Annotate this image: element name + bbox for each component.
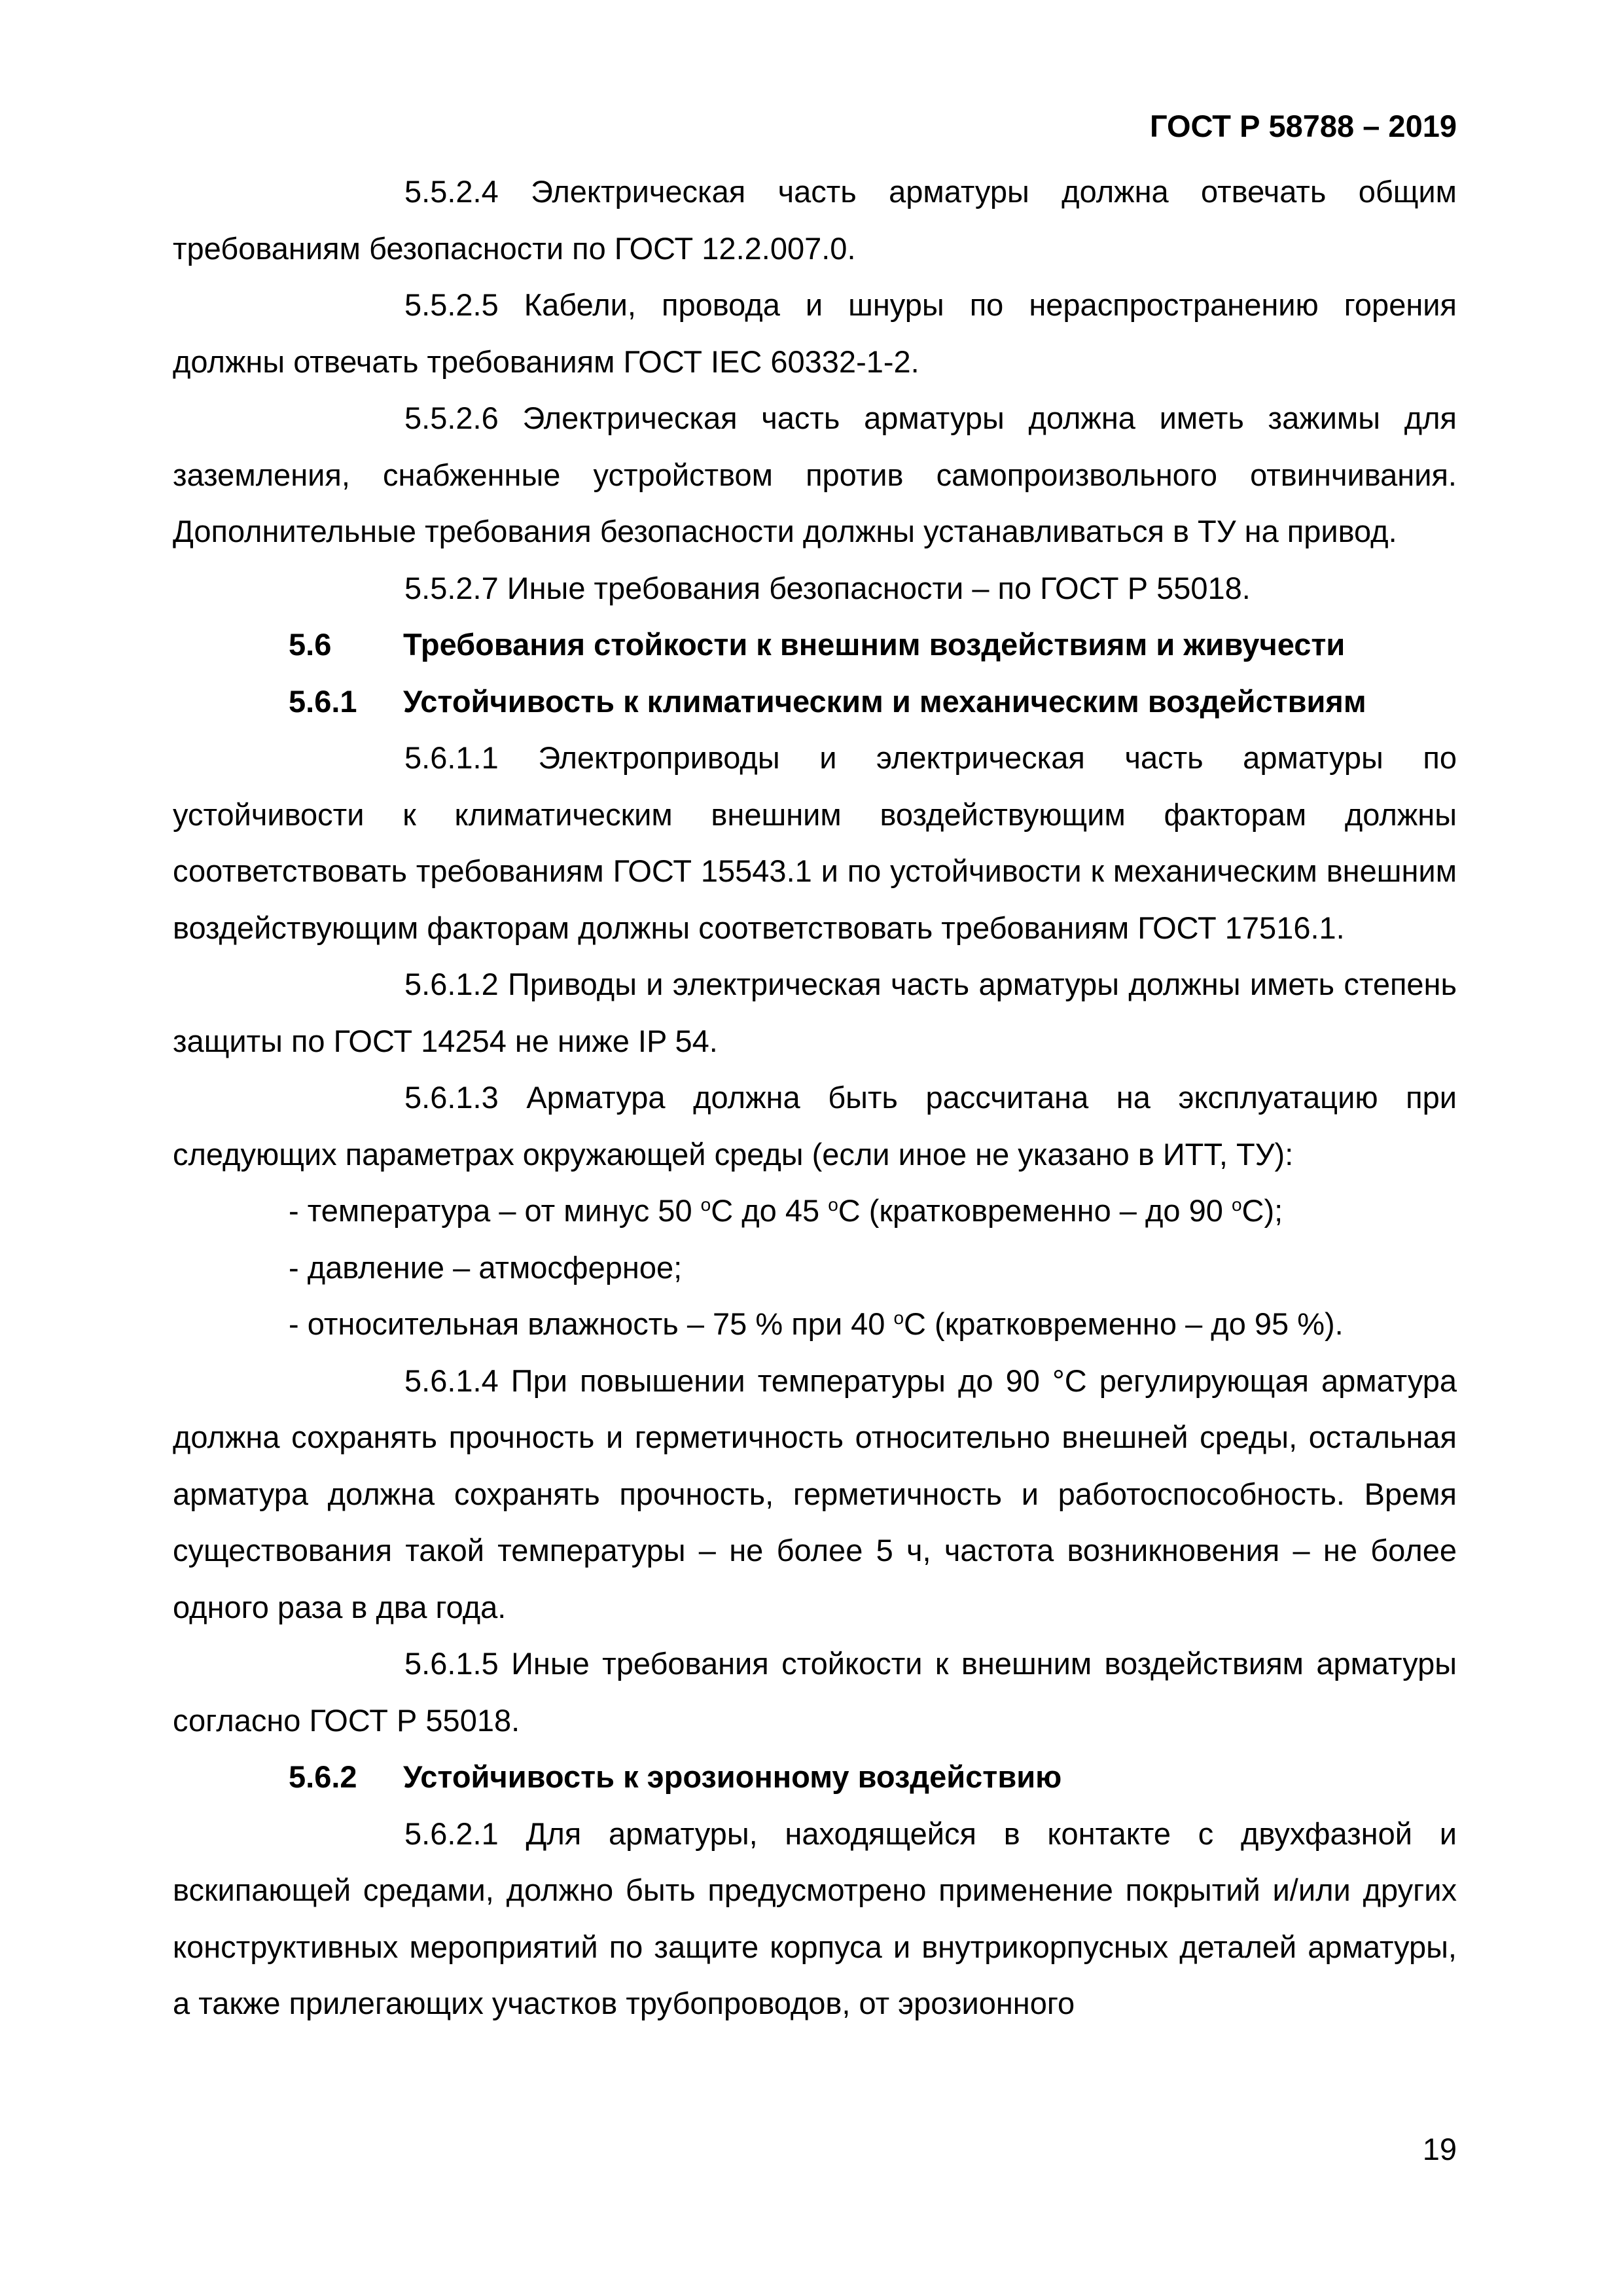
list-item-pressure: [173, 1240, 1457, 1297]
degree-sign: о: [828, 1194, 838, 1215]
clause-number: 5.6.2.1: [404, 1816, 499, 1851]
section-number: 5.6.1: [289, 683, 357, 719]
list-text: С);: [1241, 1193, 1283, 1228]
clause-text: Электрическая часть арматуры должна иметь зажимы для заземления, снабженные устройством против самопроизвольного отвинчивания. Дополнительные требования безопасности должны устанавливаться в ТУ на привод.: [173, 401, 1457, 548]
list-text: С (кратковременно – до 95 %).: [904, 1306, 1344, 1341]
section-number: 5.6: [289, 627, 332, 662]
section-title: Требования стойкости к внешним воздействиям и живучести: [403, 627, 1346, 662]
clause-number: 5.6.1.4: [404, 1363, 499, 1398]
list-text: - давление – атмосферное;: [289, 1249, 683, 1285]
clause-text: Приводы и электрическая часть арматуры должны иметь степень защиты по ГОСТ 14254 не ниже IP 54.: [173, 967, 1457, 1058]
clause-text: Для арматуры, находящейся в контакте с двухфазной и вскипающей средами, должно быть предусмотрено применение покрытий и/или других конструктивных мероприятий по защите корпуса и внутрикорпусных деталей арматуры, а также прилегающих участков трубопроводов, от эрозионного: [173, 1816, 1457, 2020]
clause-text: Электроприводы и электрическая часть арматуры по устойчивости к климатическим внешним воздействующим факторам должны соответствовать требованиям ГОСТ 15543.1 и по устойчивости к механическим внешним воздействующим факторам должны соответствовать требованиям ГОСТ 17516.1.: [173, 740, 1457, 945]
paragraph-5-6-2-1: [173, 1806, 1457, 2032]
degree-sign: о: [700, 1194, 711, 1215]
degree-sign: о: [893, 1308, 904, 1328]
clause-text: Кабели, провода и шнуры по нераспространению горения должны отвечать требованиям ГОСТ IEC 60332-1-2.: [173, 287, 1457, 379]
document-body: [173, 164, 1457, 2032]
section-heading-5-6-2: [173, 1749, 1457, 1806]
clause-text: Арматура должна быть рассчитана на эксплуатацию при следующих параметрах окружающей среды (если иное не указано в ИТТ, ТУ):: [173, 1080, 1457, 1172]
section-number: 5.6.2: [289, 1759, 357, 1794]
list-item-humidity: [173, 1296, 1457, 1353]
clause-number: 5.5.2.5: [404, 287, 499, 322]
list-text: С до 45: [711, 1193, 829, 1228]
document-header: [1150, 107, 1457, 146]
clause-text: Электрическая часть арматуры должна отвечать общим требованиям безопасности по ГОСТ 12.2.007.0.: [173, 174, 1457, 266]
standard-id: ГОСТ Р 58788 – 2019: [1149, 109, 1457, 143]
clause-text: Иные требования стойкости к внешним воздействиям арматуры согласно ГОСТ Р 55018.: [173, 1646, 1457, 1738]
page-number: 19: [1422, 2132, 1457, 2166]
list-text: - температура – от минус 50: [289, 1193, 701, 1228]
list-text: - относительная влажность – 75 % при 40: [289, 1306, 894, 1341]
list-text: С (кратковременно – до 90: [838, 1193, 1232, 1228]
paragraph-5-6-1-5: [173, 1636, 1457, 1749]
paragraph-5-6-1-4: [173, 1353, 1457, 1636]
page-footer: [1423, 2130, 1457, 2169]
clause-text: Иные требования безопасности – по ГОСТ Р 55018.: [507, 570, 1251, 605]
paragraph-5-6-1-1: [173, 730, 1457, 956]
paragraph-5-6-1-3: [173, 1069, 1457, 1183]
paragraph-5-5-2-5: [173, 277, 1457, 390]
section-heading-5-6: [173, 617, 1457, 673]
clause-number: 5.6.1.2: [404, 967, 499, 1001]
clause-number: 5.6.1.3: [404, 1080, 499, 1115]
clause-number: 5.5.2.6: [404, 401, 499, 435]
clause-number: 5.6.1.5: [404, 1646, 499, 1681]
clause-number: 5.5.2.7: [404, 570, 499, 605]
clause-text: При повышении температуры до 90 °С регулирующая арматура должна сохранять прочность и герметичность относительно внешней среды, остальная арматура должна сохранять прочность, герметичность и работоспособность. Время существования такой температуры – не более 5 ч, частота возникновения – не более одного раза в два года.: [173, 1363, 1457, 1624]
clause-number: 5.6.1.1: [404, 740, 499, 775]
section-title: Устойчивость к климатическим и механическим воздействиям: [403, 683, 1366, 719]
section-heading-5-6-1: [173, 673, 1457, 730]
paragraph-5-5-2-4: [173, 164, 1457, 277]
paragraph-5-5-2-6: [173, 390, 1457, 560]
section-title: Устойчивость к эрозионному воздействию: [403, 1759, 1062, 1794]
list-item-temperature: [173, 1183, 1457, 1240]
clause-number: 5.5.2.4: [404, 174, 499, 209]
degree-sign: о: [1231, 1194, 1242, 1215]
paragraph-5-6-1-2: [173, 956, 1457, 1069]
paragraph-5-5-2-7: [173, 560, 1457, 617]
